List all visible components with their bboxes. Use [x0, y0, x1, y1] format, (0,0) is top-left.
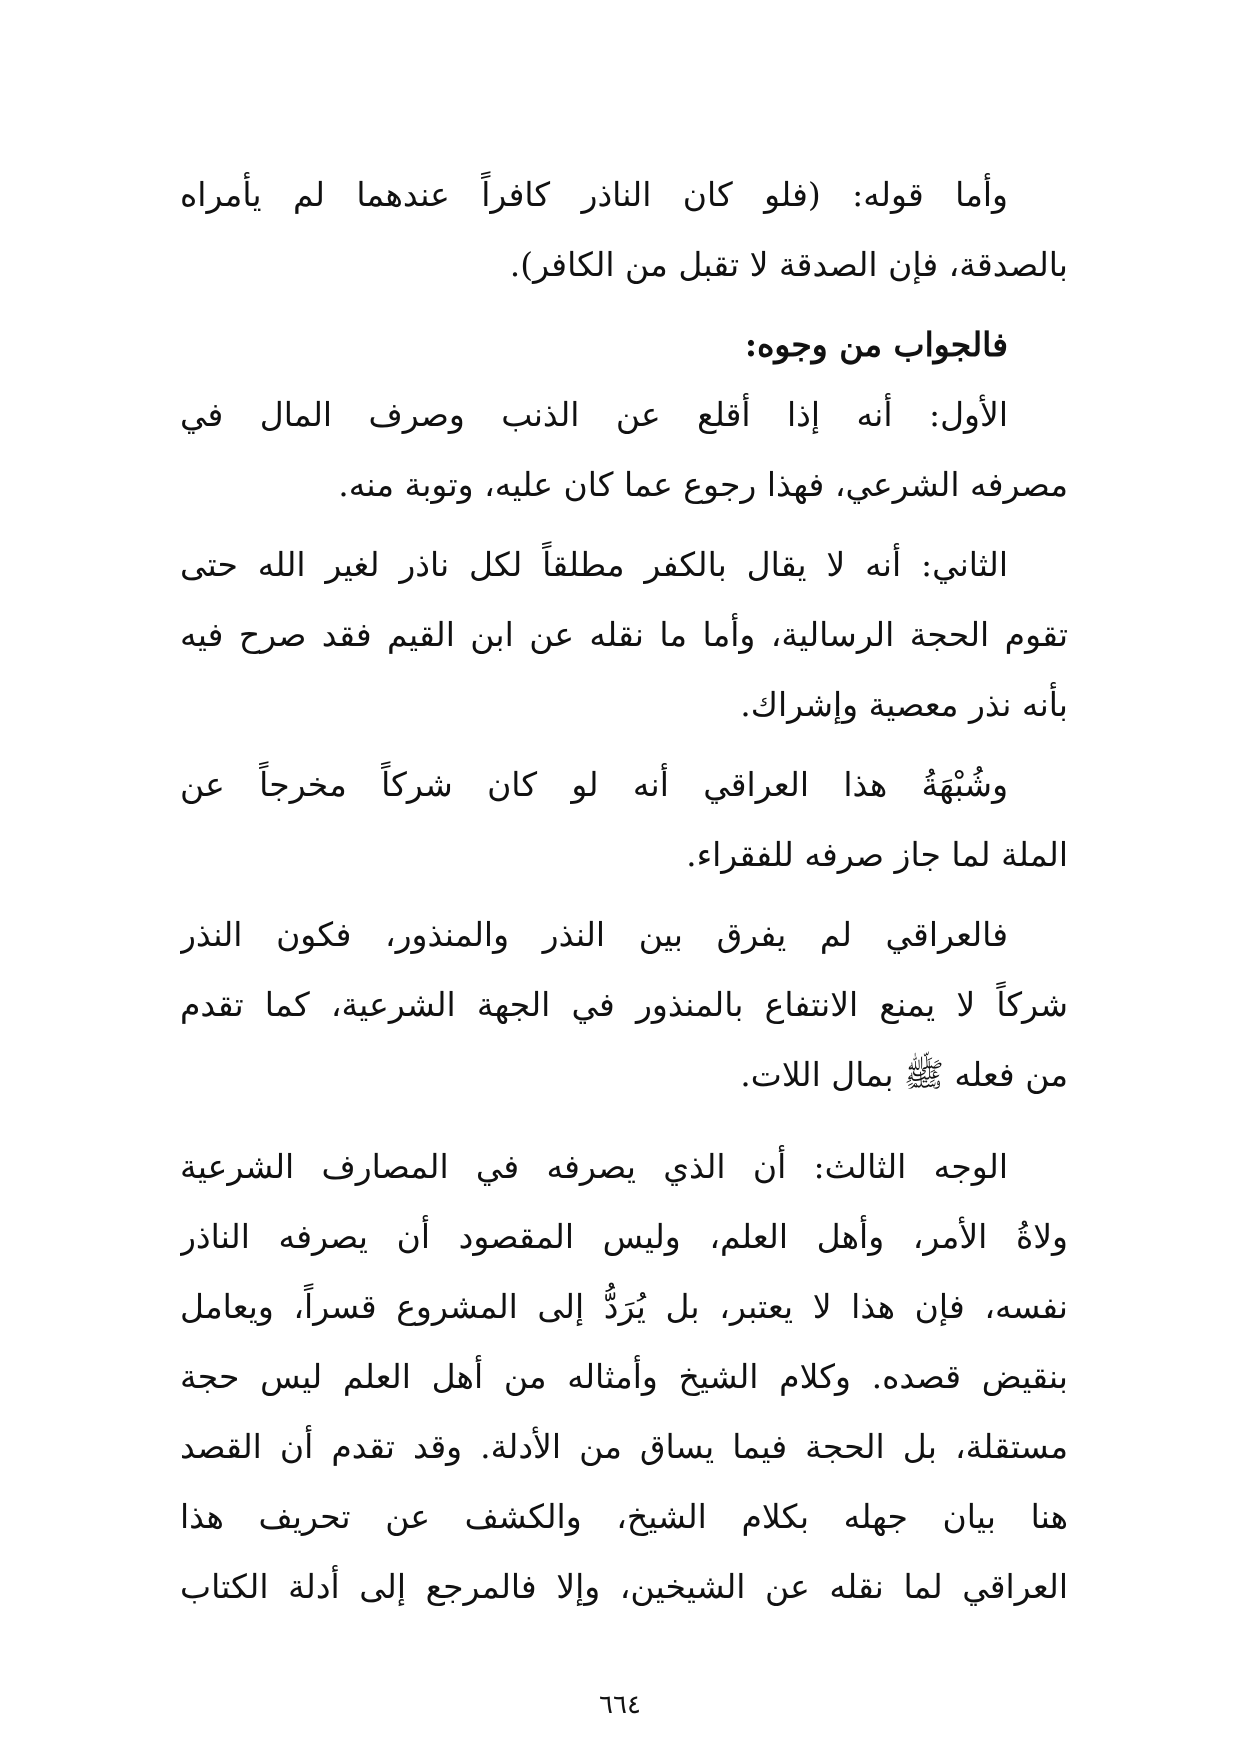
- text-line: تقوم الحجة الرسالية، وأما ما نقله عن ابن القيم فقد صرح فيه: [180, 615, 1068, 654]
- paragraph-6: [180, 900, 1068, 1110]
- text-line: الوجه الثالث: أن الذي يصرفه في المصارف الشرعية: [180, 1147, 1008, 1186]
- paragraph-5: [180, 750, 1068, 890]
- page-number: ٦٦٤: [599, 1690, 641, 1720]
- text-line: وشُبْهَةُ هذا العراقي أنه لو كان شركاً مخرجاً عن: [180, 765, 1008, 804]
- text-line: ولاةُ الأمر، وأهل العلم، وليس المقصود أن يصرفه الناذر: [180, 1217, 1068, 1256]
- paragraph-7: [180, 1132, 1068, 1622]
- paragraph-4: [180, 530, 1068, 740]
- text-line: الأول: أنه إذا أقلع عن الذنب وصرف المال في: [180, 395, 1008, 434]
- paragraph-3: [180, 380, 1068, 520]
- text-line: مستقلة، بل الحجة فيما يساق من الأدلة. وقد تقدم أن القصد: [180, 1427, 1068, 1466]
- text-line: شركاً لا يمنع الانتفاع بالمنذور في الجهة الشرعية، كما تقدم: [180, 985, 1068, 1024]
- section-heading: فالجواب من وجوه:: [744, 325, 1008, 364]
- page-body: [180, 160, 1068, 1622]
- text-line: العراقي لما نقله عن الشيخين، وإلا فالمرجع إلى أدلة الكتاب: [180, 1567, 1068, 1606]
- text-line: بنقيض قصده. وكلام الشيخ وأمثاله من أهل العلم ليس حجة: [180, 1357, 1068, 1396]
- paragraph-2-heading: [180, 310, 1068, 380]
- paragraph-1: [180, 160, 1068, 300]
- text-line: من فعله ﷺ بمال اللات.: [740, 1055, 1068, 1094]
- text-line: نفسه، فإن هذا لا يعتبر، بل يُرَدُّ إلى المشروع قسراً، ويعامل: [180, 1287, 1068, 1326]
- text-line: هنا بيان جهله بكلام الشيخ، والكشف عن تحريف هذا: [180, 1497, 1068, 1536]
- text-line: بالصدقة، فإن الصدقة لا تقبل من الكافر).: [509, 245, 1068, 284]
- text-line: بأنه نذر معصية وإشراك.: [740, 685, 1068, 724]
- text-line: وأما قوله: (فلو كان الناذر كافراً عندهما لم يأمراه: [180, 175, 1008, 214]
- text-line: فالعراقي لم يفرق بين النذر والمنذور، فكون النذر: [180, 915, 1008, 954]
- text-line: مصرفه الشرعي، فهذا رجوع عما كان عليه، وتوبة منه.: [338, 465, 1068, 504]
- text-line: الثاني: أنه لا يقال بالكفر مطلقاً لكل ناذر لغير الله حتى: [180, 545, 1008, 584]
- text-line: الملة لما جاز صرفه للفقراء.: [686, 835, 1068, 874]
